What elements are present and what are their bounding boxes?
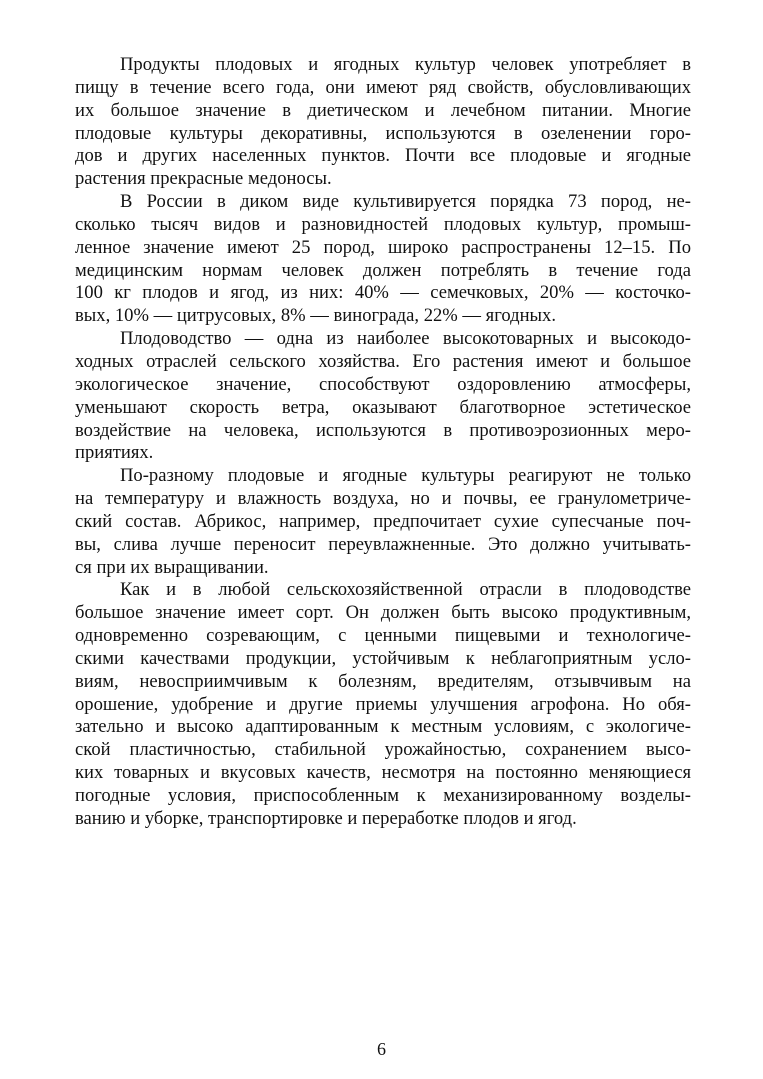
text-line: их большое значение в диетическом и лечебном питании. Многие (75, 99, 691, 121)
text-line: ленное значение имеют 25 пород, широко распространены 12–15. По (75, 236, 691, 258)
text-line: одновременно созревающим, с ценными пищевыми и технологиче- (75, 625, 691, 647)
text-line: По-разному плодовые и ягодные культуры реагируют не только (120, 465, 691, 487)
paragraph-2 (75, 191, 691, 328)
text-line: на температуру и влажность воздуха, но и почвы, ее гранулометриче- (75, 488, 691, 510)
paragraph-3 (75, 328, 691, 465)
text-line: медицинским нормам человек должен потреблять в течение года (75, 259, 691, 281)
text-line: приятиях. (75, 442, 154, 464)
text-line: вы, слива лучше переносит переувлажненные. Это должно учитывать- (75, 533, 691, 555)
text-line: погодные условия, приспособленным к механизированному возделы- (75, 785, 691, 806)
text-line: ходных отраслей сельского хозяйства. Его растения имеют и большое (75, 350, 691, 372)
text-line: ский состав. Абрикос, например, предпочитает сухие супесчаные поч- (75, 510, 691, 532)
text-line: Продукты плодовых и ягодных культур человек употребляет в (120, 54, 691, 75)
page-number: 6 (377, 1039, 386, 1059)
text-line: воздействие на человека, используются в противоэрозионных меро- (75, 419, 691, 441)
text-line: экологическое значение, способствуют оздоровлению атмосферы, (75, 373, 691, 395)
text-line: Плодоводство — одна из наиболее высокотоварных и высокодо- (120, 328, 691, 350)
text-line: дов и других населенных пунктов. Почти все плодовые и ягодные (75, 145, 691, 167)
text-line: большое значение имеет сорт. Он должен быть высоко продуктивным, (75, 602, 691, 624)
text-line: растения прекрасные медоносы. (75, 168, 332, 190)
text-line: ких товарных и вкусовых качеств, несмотря на постоянно меняющиеся (75, 762, 691, 784)
text-line: ванию и уборке, транспортировке и переработке плодов и ягод. (75, 807, 577, 829)
paragraph-1 (75, 54, 691, 191)
text-line: пищу в течение всего года, они имеют ряд свойств, обусловливающих (75, 76, 691, 98)
paragraph-4 (75, 465, 691, 579)
text-line: ся при их выращивании. (75, 556, 269, 578)
page-body (75, 54, 691, 831)
text-line: скими качествами продукции, устойчивым к неблагоприятным усло- (75, 647, 691, 669)
text-line: зательно и высоко адаптированным к местным условиям, с экологиче- (75, 716, 691, 738)
text-line: уменьшают скорость ветра, оказывают благотворное эстетическое (75, 396, 691, 418)
text-line: В России в диком виде культивируется порядка 73 пород, не- (120, 191, 691, 213)
text-line: 100 кг плодов и ягод, из них: 40% — семечковых, 20% — косточко- (75, 282, 691, 304)
paragraph-5 (75, 579, 691, 830)
text-line: плодовые культуры декоративны, используются в озеленении горо- (75, 122, 691, 144)
text-line: вых, 10% — цитрусовых, 8% — винограда, 22% — ягодных. (75, 305, 556, 327)
text-line: виям, невосприимчивым к болезням, вредителям, отзывчивым на (75, 670, 691, 692)
text-line: сколько тысяч видов и разновидностей плодовых культур, промыш- (75, 213, 691, 235)
text-line: орошение, удобрение и другие приемы улучшения агрофона. Но обя- (75, 693, 691, 715)
text-line: Как и в любой сельскохозяйственной отрасли в плодоводстве (120, 579, 691, 601)
text-line: ской пластичностью, стабильной урожайностью, сохранением высо- (75, 739, 691, 761)
